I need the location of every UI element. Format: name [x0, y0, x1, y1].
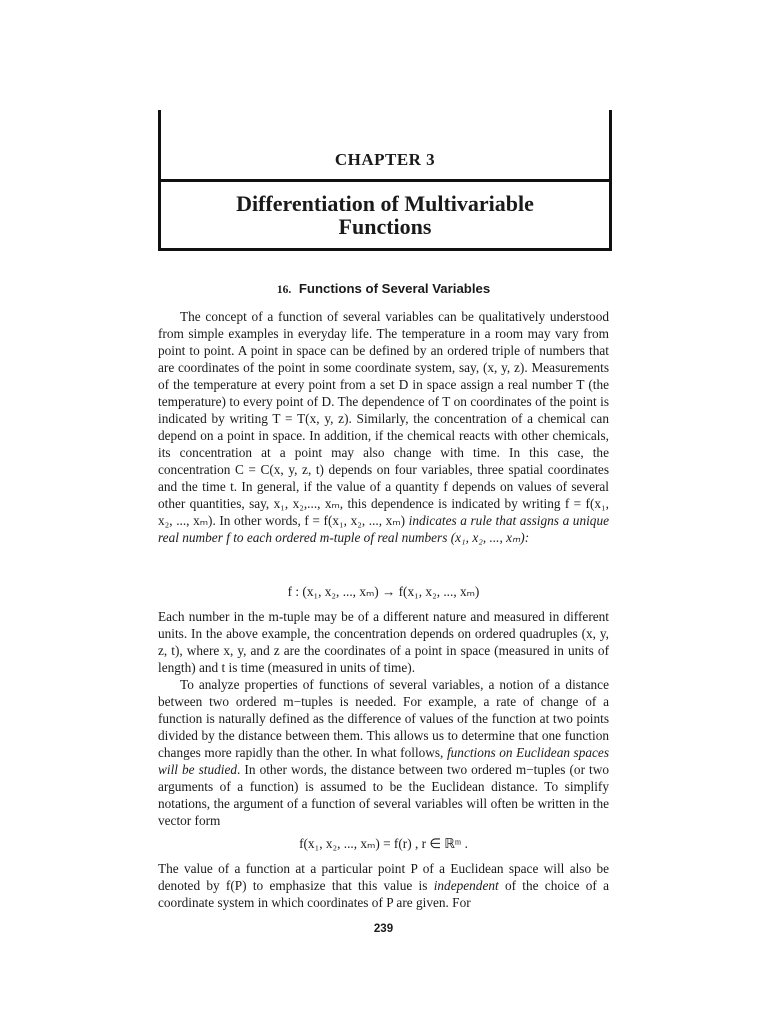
paragraph-mtuple-text: Each number in the m-tuple may be of a different nature and measured in different units. In the above example, the concentration depends on ordered quadruples (x, y, z, t), where x, y, and z are the coordinates of a point in space (measured in units of length) and t is time (measured in units of time).: [158, 609, 609, 675]
paragraph-point-value-italic: independent: [433, 878, 499, 893]
section-number: 16.: [276, 284, 292, 296]
paragraph-intro-text: The concept of a function of several variables can be qualitatively understood from simple examples in everyday life. The temperature in a room may vary from point to point. A point in space can be defined by an ordered triple of numbers that are coordinates of the point in some coordinate system, say, (x, y, z). Measurements of the temperature at every point from a set D in space assign a real number T (the temperature) to every point of D. The dependence of T on coordinates of the point is indicated by writing T = T(x, y, z). Similarly, the concentration of a chemical can depend on a point in space. In addition, if the chemical reacts with other chemicals, its concentration at a point may also change with time. In this case, the concentration C = C(x, y, z, t) depends on four variables, three spatial coordinates and the time t. In general, if the value of a quantity f depends on values of several other quantities, say, x₁, x₂,..., xₘ, this dependence is indicated by writing f = f(x₁, x₂, ..., xₘ). In other words, f = f(x₁, x₂, ..., xₘ): [158, 309, 609, 528]
paragraph-point-value-text-a: The value of a function at a particular point P of a Euclidean space will also be denoted by f(P) to emphasize that this value is: [158, 861, 609, 893]
paragraph-intro-italic: indicates a rule that assigns a unique real number f to each ordered m-tuple of real numbers (x₁, x₂, ..., xₘ):: [158, 513, 609, 545]
paragraph-point-value-text-b: of the choice of a coordinate system in which coordinates of P are given. For: [158, 878, 610, 910]
paragraph-distance: [158, 676, 609, 829]
chapter-header-box: [158, 110, 612, 251]
section-title: Functions of Several Variables: [298, 281, 491, 296]
chapter-title-line-2: Functions: [338, 214, 432, 239]
equation-function-mapping: f : (x₁, x₂, ..., xₘ) → f(x₁, x₂, ..., xₘ): [287, 584, 480, 599]
section-heading: [158, 281, 609, 296]
paragraph-distance-text-a: To analyze properties of functions of several variables, a notion of a distance between two ordered m−tuples is needed. For example, a rate of change of a function is naturally defined as the difference of values of the function at two points divided by the distance between them. This allows us to determine that one function changes more rapidly than the other. In what follows,: [158, 677, 609, 760]
equation-vector-form: f(x₁, x₂, ..., xₘ) = f(r) , r ∈ ℝᵐ .: [299, 836, 468, 851]
paragraph-distance-italic: functions on Euclidean spaces will be studied: [158, 745, 610, 777]
chapter-label: CHAPTER 3: [334, 150, 436, 169]
page-number: 239: [373, 923, 394, 935]
chapter-divider: [161, 179, 609, 182]
chapter-title: [161, 192, 609, 238]
paragraph-mtuple: [158, 608, 609, 676]
paragraph-intro: [158, 308, 609, 546]
chapter-title-line-1: Differentiation of Multivariable: [236, 191, 534, 216]
paragraph-point-value: [158, 860, 609, 911]
paragraph-distance-text-b: . In other words, the distance between two ordered m−tuples (or two arguments of a function) is assumed to be the Euclidean distance. To simplify notations, the argument of a function of several variables will often be written in the vector form: [158, 762, 610, 828]
